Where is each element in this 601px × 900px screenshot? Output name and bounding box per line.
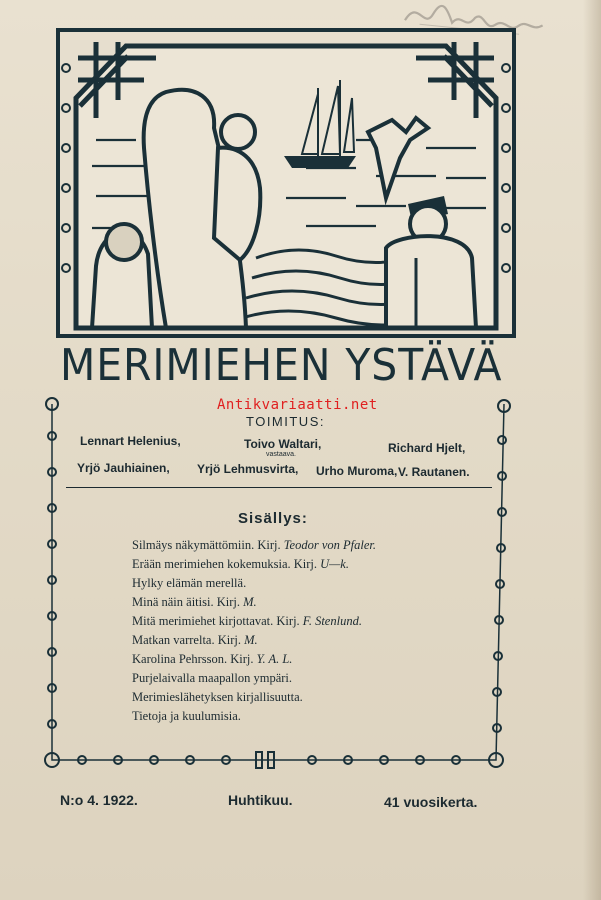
toc-author: M. <box>243 595 257 609</box>
toc-byline: Kirj. <box>217 633 241 647</box>
toc-author: M. <box>244 633 258 647</box>
toc-item <box>132 650 376 669</box>
toc-title: Matkan varrelta. <box>132 633 215 647</box>
toc-title: Minä näin äitisi. <box>132 595 214 609</box>
toc-title: Karolina Pehrsson. <box>132 652 228 666</box>
issue-volume: 41 vuosikerta. <box>384 794 478 810</box>
toc-title: Merimieslähetyksen kirjallisuutta. <box>132 690 303 704</box>
magazine-title: MERIMIEHEN YSTÄVÄ <box>60 340 503 391</box>
editor-name: Urho Muroma, <box>316 464 398 478</box>
toc-title: Mitä merimiehet kirjottavat. <box>132 614 274 628</box>
issue-number: N:o 4. 1922. <box>60 792 138 808</box>
contents-heading: Sisällys: <box>238 510 308 527</box>
toc-author: Y. A. L. <box>256 652 293 666</box>
toc-title: Erään merimiehen kokemuksia. <box>132 557 291 571</box>
toc-author: U—k. <box>320 557 349 571</box>
toc-byline: Kirj. <box>276 614 300 628</box>
toc-item <box>132 593 376 612</box>
toc-byline: Kirj. <box>293 557 318 571</box>
editor-name: Lennart Helenius, <box>80 434 181 448</box>
watermark-text: Antikvariaatti.net <box>217 397 378 413</box>
editor-name: Richard Hjelt, <box>388 441 466 455</box>
table-of-contents <box>132 536 376 726</box>
toc-byline: Kirj. <box>230 652 254 666</box>
toc-title: Hylky elämän merellä. <box>132 576 247 590</box>
issue-month: Huhtikuu. <box>228 792 293 808</box>
toc-author: F. Stenlund. <box>302 614 362 628</box>
editor-name: Yrjö Jauhiainen, <box>77 461 170 475</box>
toc-item <box>132 669 376 688</box>
toc-author: Teodor von Pfaler. <box>283 538 376 552</box>
toc-title: Silmäys näkymättömiin. <box>132 538 255 552</box>
editor-name: Yrjö Lehmusvirta, <box>197 462 299 476</box>
editor-name: Toivo Waltari, <box>244 437 322 451</box>
toc-title: Purjelaivalla maapallon ympäri. <box>132 671 293 685</box>
toc-item <box>132 688 376 707</box>
toc-byline: Kirj. <box>216 595 240 609</box>
editor-role-note: vastaava. <box>266 451 296 458</box>
editor-name: V. Rautanen. <box>398 465 470 479</box>
page-edge-shadow <box>583 0 601 900</box>
woman-holding-child <box>144 90 261 328</box>
toc-item <box>132 612 376 631</box>
toc-byline: Kirj. <box>257 538 281 552</box>
editors-heading: TOIMITUS: <box>246 414 325 429</box>
toc-item <box>132 707 376 726</box>
toc-item <box>132 574 376 593</box>
cover-illustration <box>56 28 516 338</box>
toc-item <box>132 555 376 574</box>
divider-rule <box>66 487 492 488</box>
toc-item <box>132 536 376 555</box>
toc-item <box>132 631 376 650</box>
toc-title: Tietoja ja kuulumisia. <box>132 709 241 723</box>
